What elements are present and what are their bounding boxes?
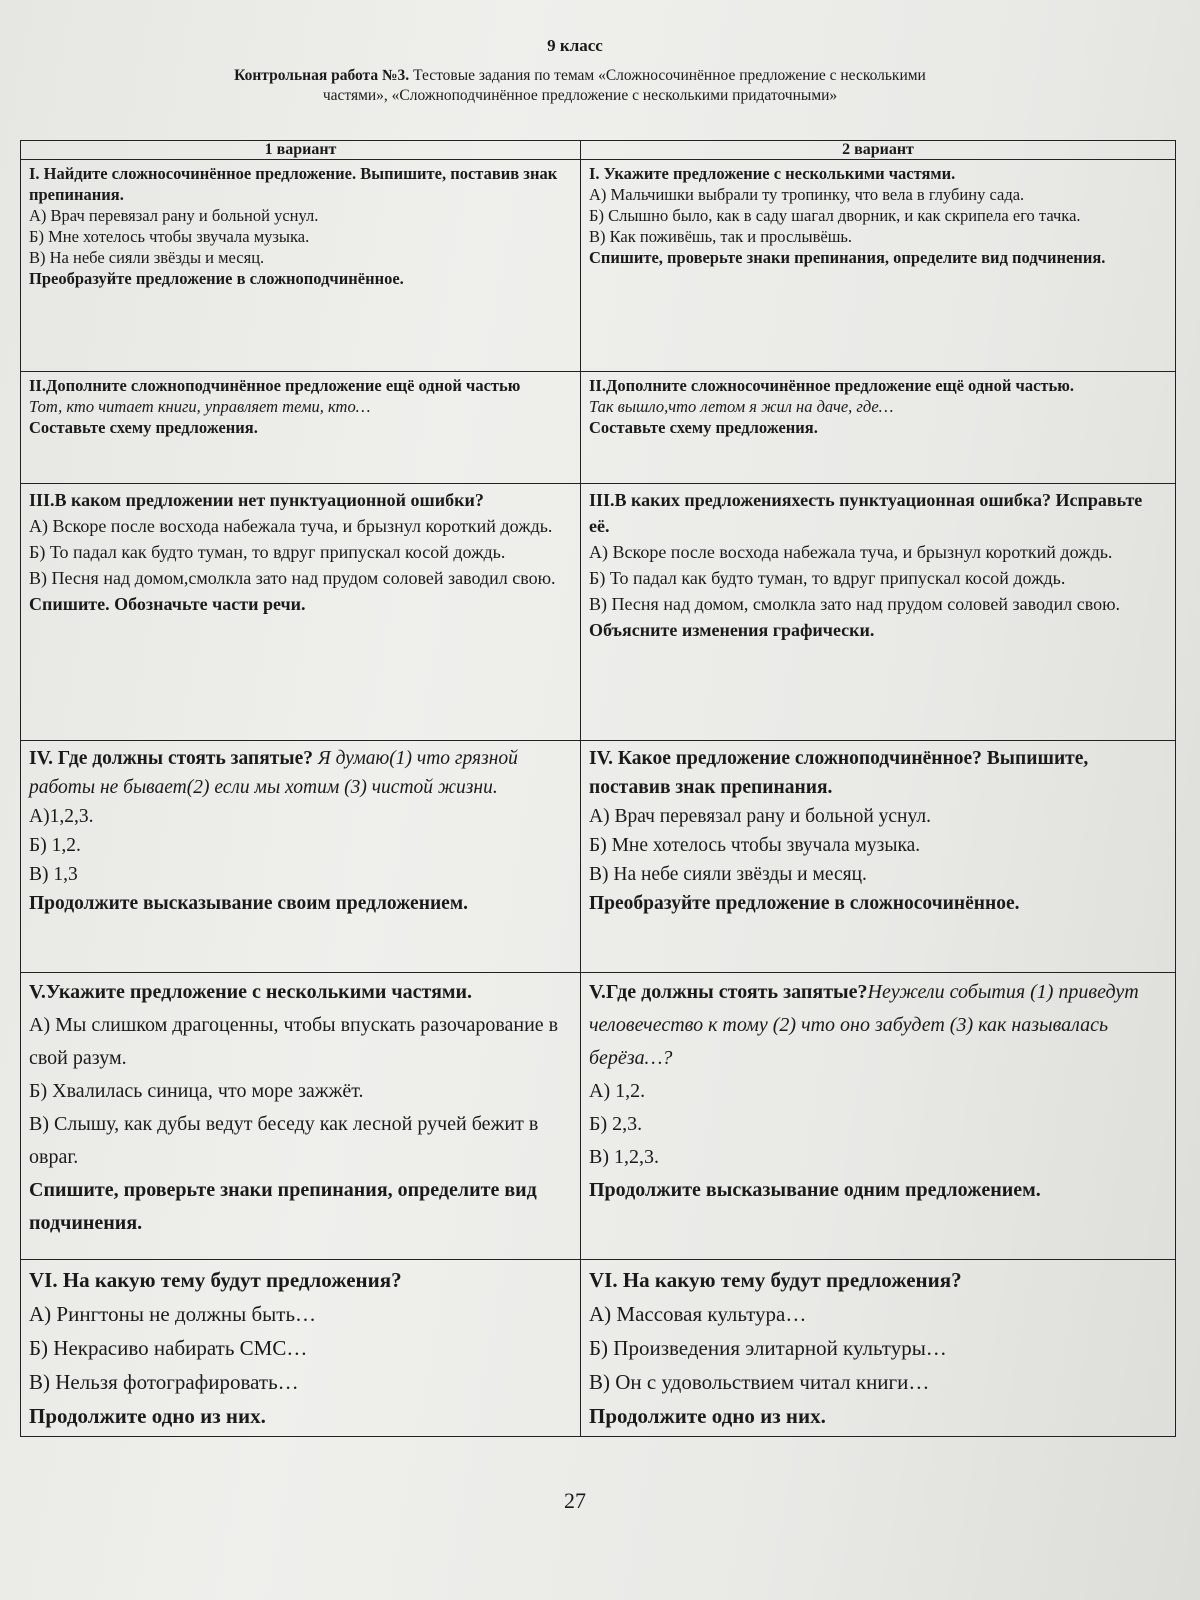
option-c: В) Слышу, как дубы ведут беседу как лесной ручей бежит в овраг. [29,1113,539,1168]
option-a: А)1,2,3. [29,806,94,827]
v2-task-4 [581,741,1176,973]
task-instruction: Объясните изменения графически. [589,620,875,640]
option-c: В) 1,3 [29,864,78,885]
v1-task-3 [21,484,581,741]
v1-task-5 [21,973,581,1260]
option-c: В) Песня над домом,смолкла зато над прудом соловей заводил свою. [29,568,556,588]
task-row-2 [21,372,1176,484]
option-b: Б) 1,2. [29,835,81,856]
task-heading: IV. Какое предложение сложноподчинённое? Выпишите, поставив знак препинания. [589,748,1089,798]
option-c: В) На небе сияли звёзды и месяц. [29,248,265,267]
test-title [200,66,960,106]
v1-task-4 [21,741,581,973]
task-heading: VI. На какую тему будут предложения? [589,1268,962,1292]
option-b: Б) Хвалилась синица, что море зажжёт. [29,1080,364,1102]
option-a: А) Врач перевязал рану и больной уснул. [29,206,319,225]
task-question [589,976,1167,1075]
option-b: Б) То падал как будто туман, то вдруг припускал косой дождь. [589,568,1066,588]
option-b: Б) Слышно было, как в саду шагал дворник, и как скрипела его тачка. [589,206,1081,225]
v2-task-1 [581,160,1176,372]
task-instruction: Преобразуйте предложение в сложноподчинённое. [29,269,404,288]
task-sentence: Так вышло,что летом я жил на даче, где… [589,397,894,416]
task-row-6 [21,1260,1176,1437]
option-c: В) Он с удовольствием читал книги… [589,1370,930,1394]
option-b: Б) То падал как будто туман, то вдруг припускал косой дождь. [29,542,506,562]
v2-task-6 [581,1260,1176,1437]
v1-task-2 [21,372,581,484]
option-a: А) Вскоре после восхода набежала туча, и брызнул короткий дождь. [29,516,553,536]
option-a: А) Рингтоны не должны быть… [29,1302,317,1326]
task-instruction: Составьте схему предложения. [589,418,818,437]
v1-task-1 [21,160,581,372]
option-a: А) 1,2. [589,1080,646,1102]
option-c: В) Как поживёшь, так и прослывёшь. [589,227,853,246]
task-instruction: Продолжите высказывание своим предложением. [29,893,468,914]
task-heading: III.В каких предложенияхесть пунктуационная ошибка? Исправьте её. [589,490,1143,536]
task-heading: IV. Где должны стоять запятые? [29,748,314,769]
task-heading: II.Дополните сложноподчинённое предложение ещё одной частью [29,376,521,395]
task-sentence: Тот, кто читает книги, управляет теми, кто… [29,397,371,416]
task-instruction: Составьте схему предложения. [29,418,258,437]
title-rest: Тестовые задания по темам «Сложносочинённое предложение с несколькими частями», «Сложноподчинённое предложение с несколькими придаточными» [322,67,926,104]
task-instruction: Спишите, проверьте знаки препинания, определите вид подчинения. [29,1179,537,1234]
task-heading: V.Укажите предложение с несколькими частями. [29,981,473,1003]
task-row-3 [21,484,1176,741]
variant-2-header: 2 вариант [581,141,1176,160]
task-row-5 [21,973,1176,1260]
task-row-1 [21,160,1176,372]
v2-task-3 [581,484,1176,741]
task-sentence: Я думаю(1) что грязной работы не бывает(2) если мы хотим (3) чистой жизни. [29,748,518,798]
grade-heading: 9 класс [547,36,603,55]
v2-task-2 [581,372,1176,484]
option-b: Б) Мне хотелось чтобы звучала музыка. [29,227,310,246]
task-instruction: Продолжите высказывание одним предложением. [589,1179,1041,1201]
task-instruction: Продолжите одно из них. [589,1404,826,1428]
task-heading: I. Укажите предложение с несколькими частями. [589,164,956,183]
option-a: А) Врач перевязал рану и больной уснул. [589,806,931,827]
task-instruction: Спишите. Обозначьте части речи. [29,594,306,614]
task-heading: III.В каком предложении нет пунктуационной ошибки? [29,490,484,510]
option-c: В) На небе сияли звёзды и месяц. [589,864,867,885]
task-instruction: Продолжите одно из них. [29,1404,266,1428]
option-a: А) Мальчишки выбрали ту тропинку, что вела в глубину сада. [589,185,1025,204]
variant-1-header: 1 вариант [21,141,581,160]
option-a: А) Вскоре после восхода набежала туча, и брызнул короткий дождь. [589,542,1113,562]
task-sentence: Неужели события (1) приведут человечество к тому (2) что оно забудет (3) как называлась берёза…? [589,981,1139,1069]
title-bold: Контрольная работа №3. [234,67,410,84]
option-c: В) Нельзя фотографировать… [29,1370,299,1394]
option-b: Б) Некрасиво набирать СМС… [29,1336,308,1360]
task-question [29,744,572,802]
v2-task-5 [581,973,1176,1260]
option-b: Б) Мне хотелось чтобы звучала музыка. [589,835,921,856]
task-heading: I. Найдите сложносочинённое предложение. Выпишите, поставив знак препинания. [29,164,558,204]
option-c: В) 1,2,3. [589,1146,659,1168]
v1-task-6 [21,1260,581,1437]
task-heading: V.Где должны стоять запятые? [589,981,868,1003]
page-number: 27 [564,1488,586,1513]
option-a: А) Мы слишком драгоценны, чтобы впускать разочарование в свой разум. [29,1014,559,1069]
task-instruction: Преобразуйте предложение в сложносочинённое. [589,893,1020,914]
task-instruction: Спишите, проверьте знаки препинания, определите вид подчинения. [589,248,1106,267]
option-a: А) Массовая культура… [589,1302,807,1326]
task-row-4 [21,741,1176,973]
option-b: Б) Произведения элитарной культуры… [589,1336,947,1360]
option-c: В) Песня над домом, смолкла зато над прудом соловей заводил свою. [589,594,1121,614]
variants-table [20,140,1176,1437]
task-heading: II.Дополните сложносочинённое предложение ещё одной частью. [589,376,1074,395]
option-b: Б) 2,3. [589,1113,643,1135]
task-heading: VI. На какую тему будут предложения? [29,1268,402,1292]
